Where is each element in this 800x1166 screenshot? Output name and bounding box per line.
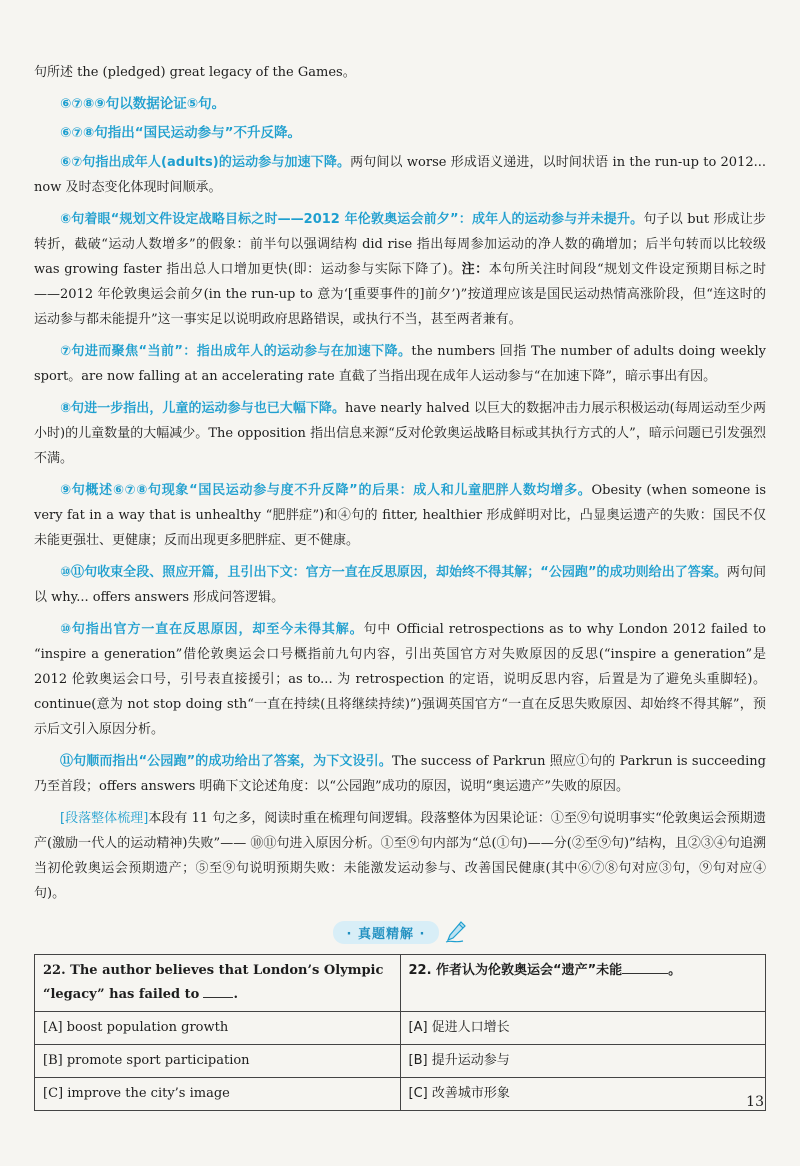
analysis-paragraph [34, 478, 766, 553]
highlight-text: ⑩⑪句收束全段、照应开篇，且引出下文：官方一直在反思原因，却始终不得其解；“公园跑”的成功则给出了答案。 [60, 565, 727, 580]
body-text: Obesity (when someone is very fat in a way that is unhealthy “肥胖症”)和④句的 fitter, healthier 形成鲜明对比，凸显奥运遗产的失败：国民不仅未能更强壮、更健康；反而出现更多肥胖症、更不健康。 [34, 483, 766, 548]
body-text: 本句所关注时间段“规划文件设定预期目标之时——2012 年伦敦奥运会前夕(in the run-up to 意为‘[重要事件的]前夕’)”按道理应该是国民运动热情高涨阶段，但“连这时的运动参与都未能提升”这一事实足以说明政府思路错误，或执行不当，甚至两者兼有。 [34, 262, 766, 327]
highlight-text: ⑪句顺而指出“公园跑”的成功给出了答案，为下文设引。 [60, 754, 392, 769]
option-en: [C] improve the city’s image [35, 1078, 401, 1111]
analysis-paragraph [34, 339, 766, 389]
highlight-text: ⑨句概述⑥⑦⑧句现象“国民运动参与度不升反降”的后果：成人和儿童肥胖人数均增多。 [60, 483, 592, 498]
highlight-text: ⑥⑦⑧⑨句以数据论证⑤句。 [60, 96, 226, 112]
pen-icon [445, 920, 467, 944]
analysis-paragraph [34, 560, 766, 610]
analysis-paragraph [34, 150, 766, 200]
summary-paragraph [34, 806, 766, 906]
option-en: [A] boost population growth [35, 1012, 401, 1045]
question-en: 22. The author believes that London’s Olympic “legacy” has failed to [43, 963, 384, 1002]
table-row [35, 955, 766, 1012]
table-row [35, 1012, 766, 1045]
table-row [35, 1045, 766, 1078]
note-label: 注： [461, 262, 489, 277]
answer-blank [203, 983, 233, 998]
answer-blank [622, 959, 668, 974]
analysis-heading [34, 92, 766, 117]
table-row [35, 1078, 766, 1111]
option-cn: [A] 促进人口增长 [400, 1012, 766, 1045]
highlight-text: ⑥⑦句指出成年人(adults)的运动参与加速下降。 [60, 155, 351, 170]
question-cn-cell [400, 955, 766, 1012]
section-title [34, 920, 766, 944]
question-en-suffix: . [233, 987, 238, 1002]
highlight-text: ⑧句进一步指出，儿童的运动参与也已大幅下降。 [60, 401, 346, 416]
question-en-cell [35, 955, 401, 1012]
body-text: 两句间以 worse 形成语义递进，以时间状语 in the run-up to 2012... now 及时态变化体现时间顺承。 [34, 155, 767, 195]
question-cn: 22. 作者认为伦敦奥运会“遗产”未能 [408, 963, 623, 978]
analysis-paragraph [34, 749, 766, 799]
body-text: the numbers 回指 The number of adults doing weekly sport。are now falling at an accelerating rate 直截了当指出现在成年人运动参与“在加速下降”，暗示事出有因。 [34, 344, 766, 384]
analysis-heading [34, 121, 766, 146]
section-title-pill: · 真题精解 · [333, 921, 440, 944]
text-line [34, 60, 766, 85]
analysis-paragraph [34, 207, 766, 332]
highlight-text: ⑥句着眼“规划文件设定战略目标之时——2012 年伦敦奥运会前夕”：成年人的运动参与并未提升。 [60, 212, 644, 227]
analysis-paragraph [34, 617, 766, 742]
analysis-paragraph [34, 396, 766, 471]
body-text: 句中 Official retrospections as to why London 2012 failed to “inspire a generation”借伦敦奥运会口号概指前九句内容，引出英国官方对失败原因的反思(“inspire a generation”是 2012 伦敦奥运会口号，引号表直接援引；as to... 为 retrospection 的定语，说明反思内容，后置是为了避免头重脚轻)。continue(意为 not stop doing sth“一直在持续(且将继续持续)”)强调英国官方“一直在反思失败原因、却始终不得其解”，预示后文引入原因分析。 [34, 622, 766, 737]
summary-label: [段落整体梳理] [60, 811, 149, 826]
question-table [34, 954, 766, 1111]
highlight-text: ⑦句进而聚焦“当前”：指出成年人的运动参与在加速下降。 [60, 344, 412, 359]
text-span: 句所述 the (pledged) great legacy of the Games。 [34, 65, 356, 80]
option-cn: [C] 改善城市形象 [400, 1078, 766, 1111]
option-cn: [B] 提升运动参与 [400, 1045, 766, 1078]
highlight-text: ⑩句指出官方一直在反思原因，却至今未得其解。 [60, 622, 364, 637]
highlight-text: ⑥⑦⑧句指出“国民运动参与”不升反降。 [60, 125, 302, 141]
question-cn-suffix: 。 [668, 963, 682, 978]
body-text: The success of Parkrun 照应①句的 Parkrun is succeeding 乃至首段；offers answers 明确下文论述角度：以“公园跑”成功的原因，说明“奥运遗产”失败的原因。 [34, 754, 767, 794]
body-text: 句子以 but 形成让步转折，截破“运动人数增多”的假象：前半句以强调结构 did rise 指出每周参加运动的净人数的确增加；后半句转而以比较级 was growing faster 指出总人口增加更快(即：运动参与实际下降了)。 [34, 212, 766, 277]
option-en: [B] promote sport participation [35, 1045, 401, 1078]
body-text: 本段有 11 句之多，阅读时重在梳理句间逻辑。段落整体为因果论证：①至⑨句说明事实“伦敦奥运会预期遗产(激励一代人的运动精神)失败”—— ⑩⑪句进入原因分析。①至⑨句内部为“总(①句)——分(②至⑨句)”结构，且②③④句追溯当初伦敦奥运会预期遗产；⑤至⑨句说明预期失败：未能激发运动参与、改善国民健康(其中⑥⑦⑧句对应③句，⑨句对应④句)。 [34, 811, 766, 901]
body-text: have nearly halved 以巨大的数据冲击力展示积极运动(每周运动至少两小时)的儿童数量的大幅减少。The opposition 指出信息来源“反对伦敦奥运战略目标或其执行方式的人”，暗示问题已引发强烈不满。 [34, 401, 766, 466]
body-text: 两句间以 why... offers answers 形成问答逻辑。 [34, 565, 766, 605]
page-number: 13 [746, 1094, 764, 1110]
